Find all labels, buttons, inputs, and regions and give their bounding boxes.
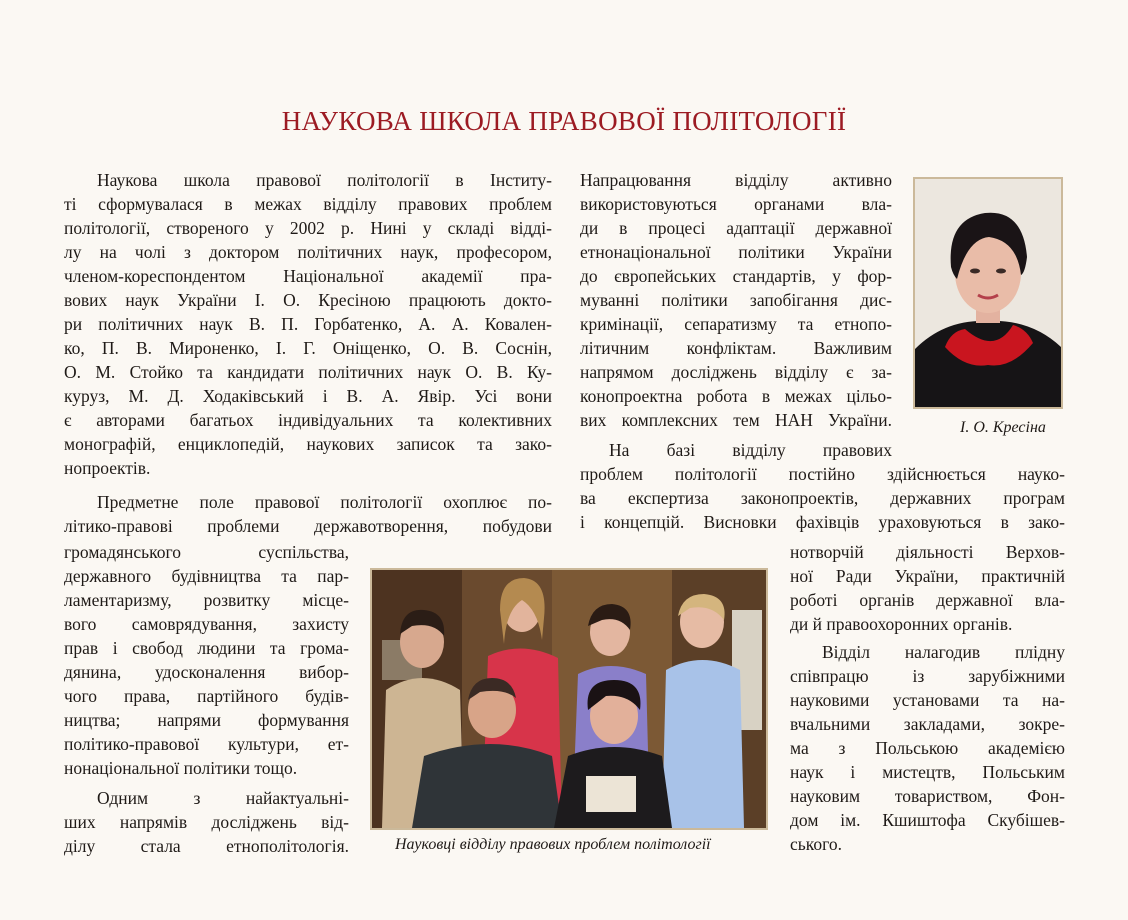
portrait-image (915, 179, 1061, 407)
text-line: Напрацювання відділу активно (580, 170, 892, 190)
text-line: дянина, удосконалення вибор- (64, 662, 349, 682)
text-line: кримінації, сепаратизму та етнопо- (580, 314, 892, 334)
group-photo-caption: Науковці відділу правових проблем політології (395, 836, 711, 853)
text-line: вого самоврядування, захисту (64, 614, 349, 634)
group-photo-image (372, 570, 766, 828)
text-line: ших напрямів досліджень від- (64, 812, 349, 832)
text-line: науковим товариством, Фон- (790, 786, 1065, 806)
text-line: монографій, енциклопедій, наукових записок та зако- (64, 434, 552, 454)
text-line: ламентаризму, розвитку місце- (64, 590, 349, 610)
text-line: Відділ налагодив плідну (822, 642, 1065, 662)
text-line: ділу стала етнополітологія. (64, 836, 349, 856)
text-line: ди в процесі адаптації державної (580, 218, 892, 238)
text-line: На базі відділу правових (609, 440, 892, 460)
text-line: членом-кореспондентом Національної академії пра- (64, 266, 552, 286)
group-photo (370, 568, 768, 830)
text-line: літико-правові проблеми державотворення, побудови (64, 516, 552, 536)
portrait-caption: І. О. Кресіна (960, 419, 1046, 436)
text-line: нопроектів. (64, 458, 151, 478)
text-line: Наукова школа правової політології в Інститу- (97, 170, 552, 190)
text-line: лу на чолі з доктором політичних наук, професором, (64, 242, 552, 262)
text-line: політико-правової культури, ет- (64, 734, 349, 754)
text-line: прав і свобод людини та грома- (64, 638, 349, 658)
text-line: є авторами багатьох індивідуальних та колективних (64, 410, 552, 430)
text-line: нонаціональної політики тощо. (64, 758, 298, 778)
text-line: конопроектна робота в межах цільо- (580, 386, 892, 406)
text-line: до європейських стандартів, у фор- (580, 266, 892, 286)
text-line: чого права, партійного будів- (64, 686, 349, 706)
text-line: політології, створеного у 2002 р. Нині у складі відді- (64, 218, 552, 238)
text-line: наук і мистецтв, Польським (790, 762, 1065, 782)
text-line: ди й правоохоронних органів. (790, 614, 1013, 634)
portrait-photo (913, 177, 1063, 409)
text-line: використовуються органами вла- (580, 194, 892, 214)
text-line: напрямом досліджень відділу є за- (580, 362, 892, 382)
page-title: НАУКОВА ШКОЛА ПРАВОВОЇ ПОЛІТОЛОГІЇ (281, 106, 847, 136)
text-line: Предметне поле правової політології охоплює по- (97, 492, 552, 512)
text-line: і концепцій. Висновки фахівців ураховуються в зако- (580, 512, 1065, 532)
text-line: дом ім. Кшиштофа Скубішев- (790, 810, 1065, 830)
text-line: ського. (790, 834, 842, 854)
text-line: куруз, М. Д. Ходаківський і В. А. Явір. Усі вони (64, 386, 552, 406)
text-line: ма з Польською академією (790, 738, 1065, 758)
text-line: нотворчій діяльності Верхов- (790, 542, 1065, 562)
text-line: ті сформувалася в межах відділу правових проблем (64, 194, 552, 214)
text-line: Одним з найактуальні- (97, 788, 349, 808)
text-line: громадянського суспільства, (64, 542, 349, 562)
text-line: О. М. Стойко та кандидати політичних наук О. В. Ку- (64, 362, 552, 382)
text-line: ва експертиза законопроектів, державних програм (580, 488, 1065, 508)
text-line: вих комплексних тем НАН України. (580, 410, 892, 430)
text-line: роботі органів державної вла- (790, 590, 1065, 610)
text-line: співпрацю із зарубіжними (790, 666, 1065, 686)
text-line: ництва; напрями формування (64, 710, 349, 730)
text-line: літичним конфліктам. Важливим (580, 338, 892, 358)
text-line: муванні політики запобігання дис- (580, 290, 892, 310)
text-line: ри політичних наук В. П. Горбатенко, А. А. Ковален- (64, 314, 552, 334)
text-line: вчальними закладами, зокре- (790, 714, 1065, 734)
text-line: державного будівництва та пар- (64, 566, 349, 586)
text-line: науковими установами та на- (790, 690, 1065, 710)
text-line: ної Ради України, практичній (790, 566, 1065, 586)
text-line: проблем політології постійно здійснюється науко- (580, 464, 1065, 484)
text-line: етнонаціональної політики України (580, 242, 892, 262)
text-line: вових наук України І. О. Кресіною працюють доктo- (64, 290, 552, 310)
text-line: ко, П. В. Мироненко, І. Г. Оніщенко, О. В. Соснін, (64, 338, 552, 358)
